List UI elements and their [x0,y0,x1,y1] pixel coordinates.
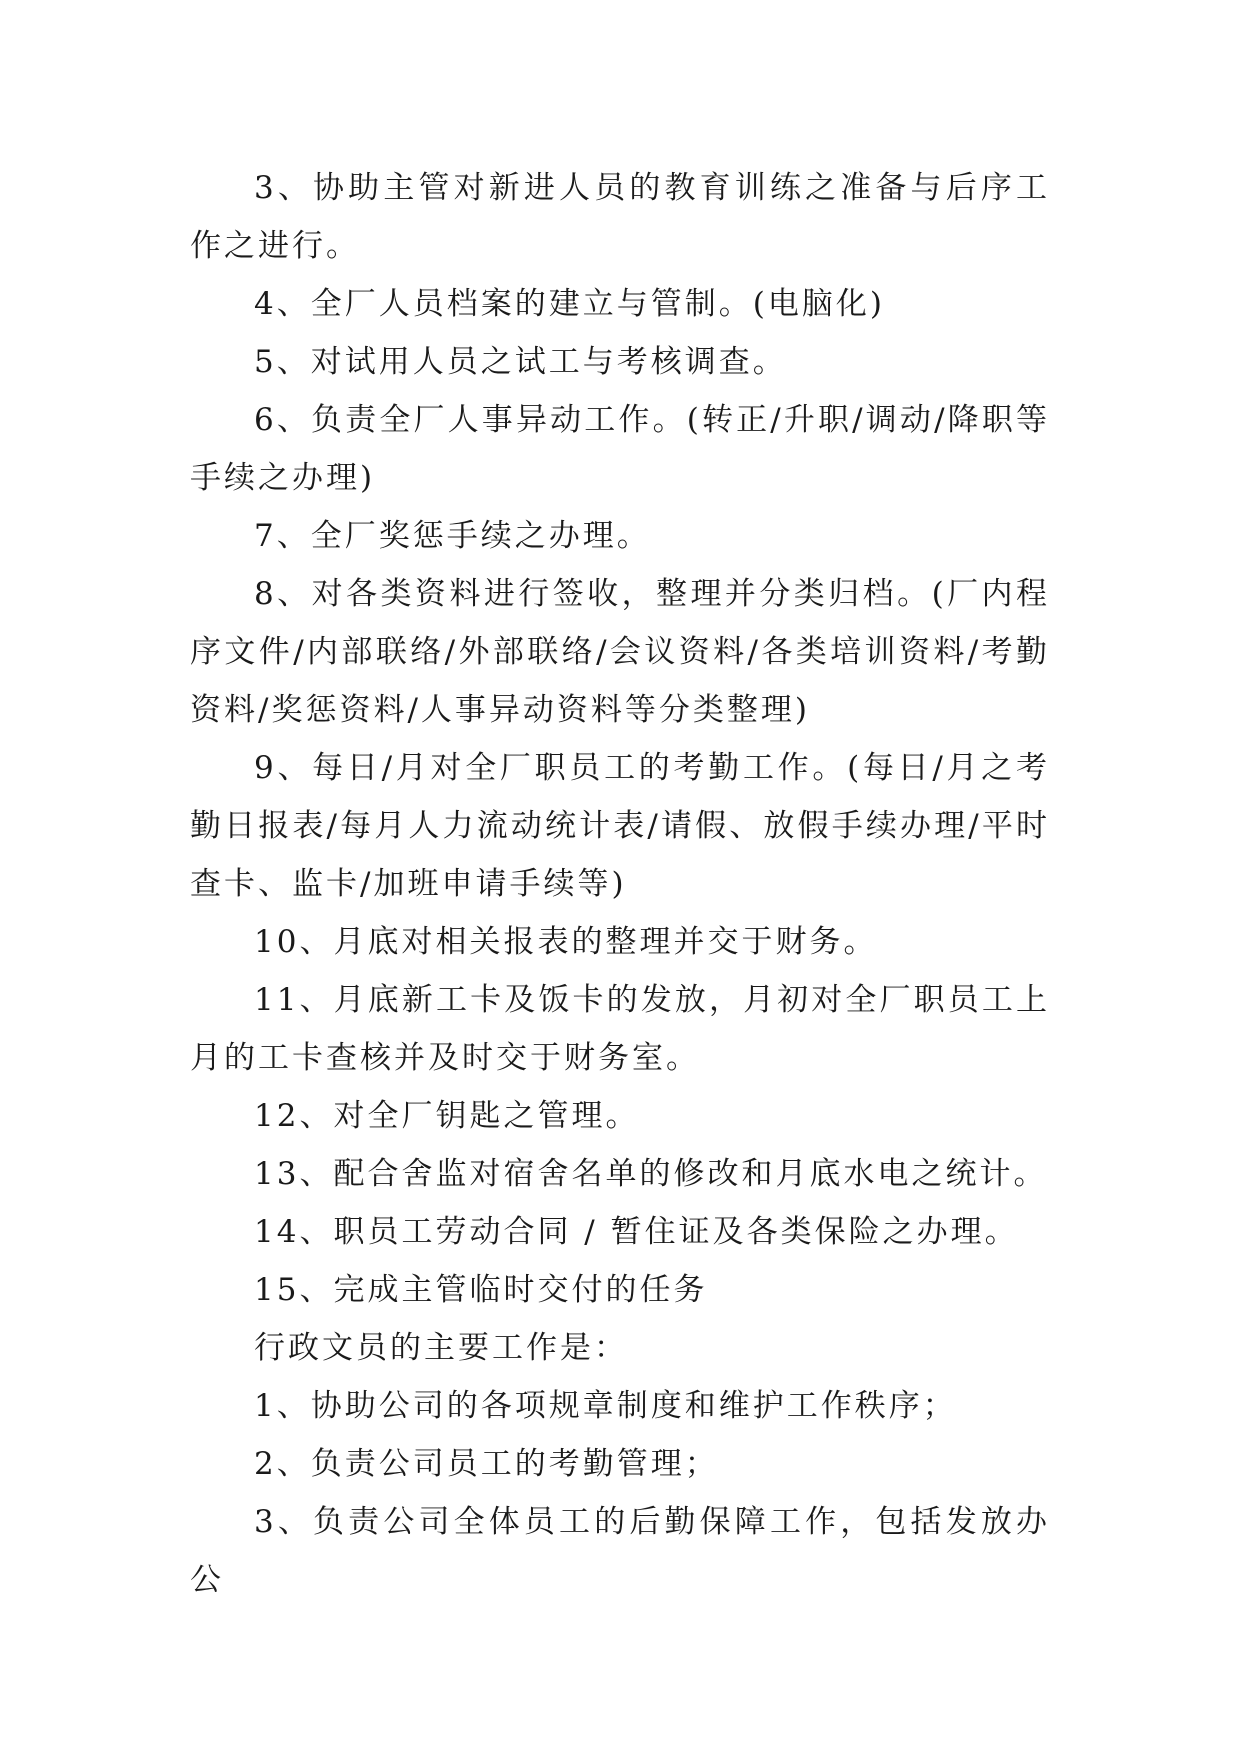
duty-item-2: 2、负责公司员工的考勤管理； [254,1446,719,1482]
paragraph-item-5: 5、对试用人员之试工与考核调查。 [254,344,787,380]
paragraph-item-3: 3、协助主管对新进人员的教育训练之准备与后序工作之进行。 [190,170,1050,264]
paragraph-item-15: 15、完成主管临时交付的任务 [254,1272,708,1308]
paragraph-item-7: 7、全厂奖惩手续之办理。 [254,518,651,554]
duty-item-3: 3、负责公司全体员工的后勤保障工作，包括发放办公 [190,1504,1050,1598]
paragraph-item-6: 6、负责全厂人事异动工作。(转正/升职/调动/降职等手续之办理) [190,402,1050,496]
section-heading: 行政文员的主要工作是： [254,1330,628,1366]
paragraph-item-10: 10、月底对相关报表的整理并交于财务。 [254,924,878,960]
document-body [190,159,1050,1609]
paragraph-item-14: 14、职员工劳动合同 / 暂住证及各类保险之办理。 [254,1214,1019,1250]
paragraph-item-11: 11、月底新工卡及饭卡的发放，月初对全厂职员工上月的工卡查核并及时交于财务室。 [190,982,1050,1076]
paragraph-item-13: 13、配合舍监对宿舍名单的修改和月底水电之统计。 [254,1156,1048,1192]
paragraph-item-4: 4、全厂人员档案的建立与管制。(电脑化) [254,286,885,322]
paragraph-item-12: 12、对全厂钥匙之管理。 [254,1098,640,1134]
paragraph-item-8: 8、对各类资料进行签收，整理并分类归档。(厂内程序文件/内部联络/外部联络/会议资料/各类培训资料/考勤资料/奖惩资料/人事异动资料等分类整理) [190,576,1050,728]
paragraph-item-9: 9、每日/月对全厂职员工的考勤工作。(每日/月之考勤日报表/每月人力流动统计表/请假、放假手续办理/平时查卡、监卡/加班申请手续等) [190,750,1050,902]
duty-item-1: 1、协助公司的各项规章制度和维护工作秩序； [254,1388,957,1424]
